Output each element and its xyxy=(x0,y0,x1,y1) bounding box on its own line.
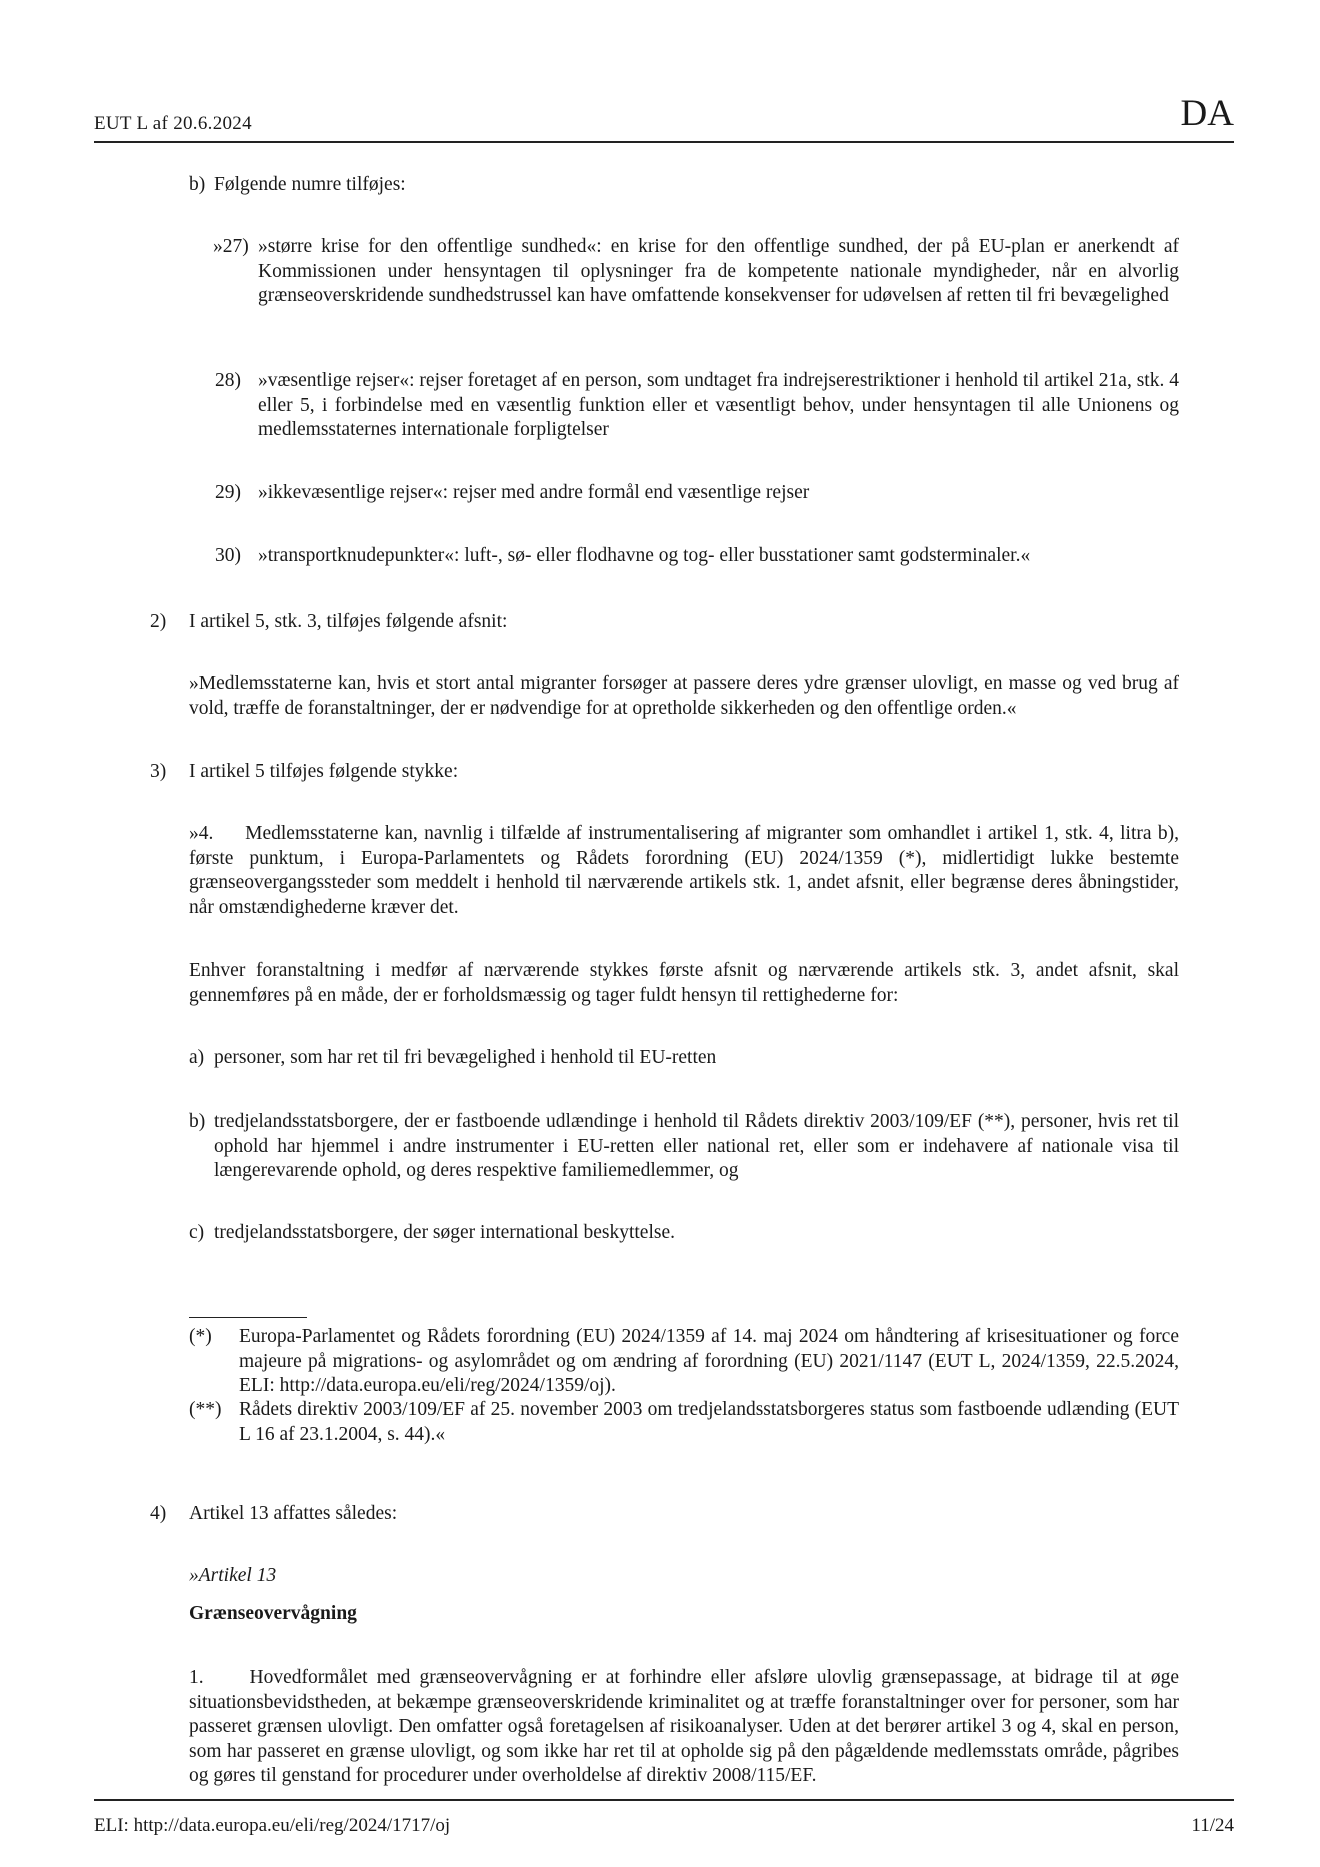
definition-30-text: »transportknudepunkter«: luft-, sø- eller flodhavne og tog- eller busstationer samt godsterminaler.« xyxy=(258,545,1031,566)
eli-link[interactable]: ELI: http://data.europa.eu/eli/reg/2024/1717/oj xyxy=(94,1815,451,1836)
definition-30-number: 30) xyxy=(215,545,241,566)
point-c-text: tredjelandsstatsborgere, der søger international beskyttelse. xyxy=(214,1222,675,1243)
definition-28-number: 28) xyxy=(215,370,241,391)
language-code: DA xyxy=(1180,93,1234,134)
definition-27-text: »større krise for den offentlige sundhed«: en krise for den offentlige sundhed, der på EU-plan er anerkendt af Kommissionen under hensyntagen til oplysninger fra de kompetente nationale myndigheder, når en alvorlig grænseoverskridende sundhedstrussel kan have omfattende konsekvenser for udøvelsen af retten til fri bevægelighed xyxy=(258,236,1179,306)
definition-29-number: 29) xyxy=(215,482,241,503)
definition-28-text: »væsentlige rejser«: rejser foretaget af en person, som undtaget fra indrejserestriktioner i henhold til artikel 21a, stk. 4 eller 5, i forbindelse med en væsentlig funktion eller et væsentligt behov, under hensyntagen til alle Unionens og medlemsstaternes internationale forpligtelser xyxy=(258,370,1179,440)
amendment-2-text: I artikel 5, stk. 3, tilføjes følgende afsnit: xyxy=(189,611,508,632)
footnote-2-text: Rådets direktiv 2003/109/EF af 25. november 2003 om tredjelandsstatsborgeres status som fastboende udlænding (EUT L 16 af 23.1.2004, s. 44).« xyxy=(239,1399,1179,1445)
item-b-text: Følgende numre tilføjes: xyxy=(214,174,406,195)
header-rule xyxy=(94,141,1234,143)
footer-rule xyxy=(94,1799,1234,1801)
point-b-letter: b) xyxy=(189,1111,206,1132)
journal-reference: EUT L af 20.6.2024 xyxy=(94,113,252,134)
footnote-1-text: Europa-Parlamentet og Rådets forordning (EU) 2024/1359 af 14. maj 2024 om håndtering af krisesituationer og force majeure på migrations- og asylområdet og om ændring af forordning (EU) 2021/1147 (EUT L, 2024/1359, 22.5.2024, ELI: http://data.europa.eu/eli/reg/2024/1359/oj). xyxy=(239,1326,1179,1396)
point-b-text: tredjelandsstatsborgere, der er fastboende udlændinge i henhold til Rådets direktiv 2003/109/EF (**), personer, hvis ret til ophold har hjemmel i andre instrumenter i EU-retten eller national ret, eller som er indehavere af nationale visa til længerevarende ophold, og deres respektive familiemedlemmer, og xyxy=(214,1111,1179,1181)
point-a-letter: a) xyxy=(189,1047,205,1068)
item-b-number: b) xyxy=(189,174,206,195)
point-c-letter: c) xyxy=(189,1222,205,1243)
article-13-paragraph-1: 1. Hovedformålet med grænseovervågning er at forhindre eller afsløre ulovlig grænsepassage, at bidrage til at øge situationsbevidstheden, at bekæmpe grænseoverskridende kriminalitet og at træffe foranstaltninger over for personer, som har passeret grænsen ulovligt. Den omfatter også foretagelsen af risikoanalyser. Uden at det berører artikel 3 og 4, skal en person, som har passeret en grænse ulovligt, og som ikke har ret til at opholde sig på den pågældende medlemsstats område, pågribes og gøres til genstand for procedurer under overholdelse af direktiv 2008/115/EF. xyxy=(189,1667,1184,1786)
amendment-3-number: 3) xyxy=(150,761,167,782)
footnote-1-mark: (*) xyxy=(189,1326,212,1347)
article-title: Grænseovervågning xyxy=(189,1603,357,1624)
definition-27-number: »27) xyxy=(213,236,249,257)
article-label: »Artikel 13 xyxy=(189,1565,277,1586)
amendment-2-quote: »Medlemsstaterne kan, hvis et stort antal migranter forsøger at passere deres ydre grænser ulovligt, en masse og ved brug af vold, træffe de foranstaltninger, der er nødvendige for at opretholde sikkerheden og den offentlige orden.« xyxy=(189,673,1179,719)
amendment-4-text: Artikel 13 affattes således: xyxy=(189,1503,398,1524)
paragraph-enhver-foranstaltning: Enhver foranstaltning i medfør af nærværende stykkes første afsnit og nærværende artikels stk. 3, andet afsnit, skal gennemføres på en måde, der er forholdsmæssig og tager fuldt hensyn til rettighederne for: xyxy=(189,960,1179,1006)
amendment-3-text: I artikel 5 tilføjes følgende stykke: xyxy=(189,761,459,782)
footnote-rule xyxy=(189,1317,307,1318)
amendment-2-number: 2) xyxy=(150,611,167,632)
page-number: 11/24 xyxy=(1191,1815,1234,1836)
point-a-text: personer, som har ret til fri bevægelighed i henhold til EU-retten xyxy=(214,1047,717,1068)
paragraph-4: »4. Medlemsstaterne kan, navnlig i tilfælde af instrumentalisering af migranter som omhandlet i artikel 1, stk. 4, litra b), første punktum, i Europa-Parlamentets og Rådets forordning (EU) 2024/1359 (*), midlertidigt lukke bestemte grænseovergangssteder som meddelt i henhold til nærværende artikels stk. 1, andet afsnit, eller begrænse deres åbningstider, når omstændighederne kræver det. xyxy=(189,823,1184,918)
footnote-2-mark: (**) xyxy=(189,1399,222,1420)
amendment-4-number: 4) xyxy=(150,1503,167,1524)
definition-29-text: »ikkevæsentlige rejser«: rejser med andre formål end væsentlige rejser xyxy=(258,482,810,503)
